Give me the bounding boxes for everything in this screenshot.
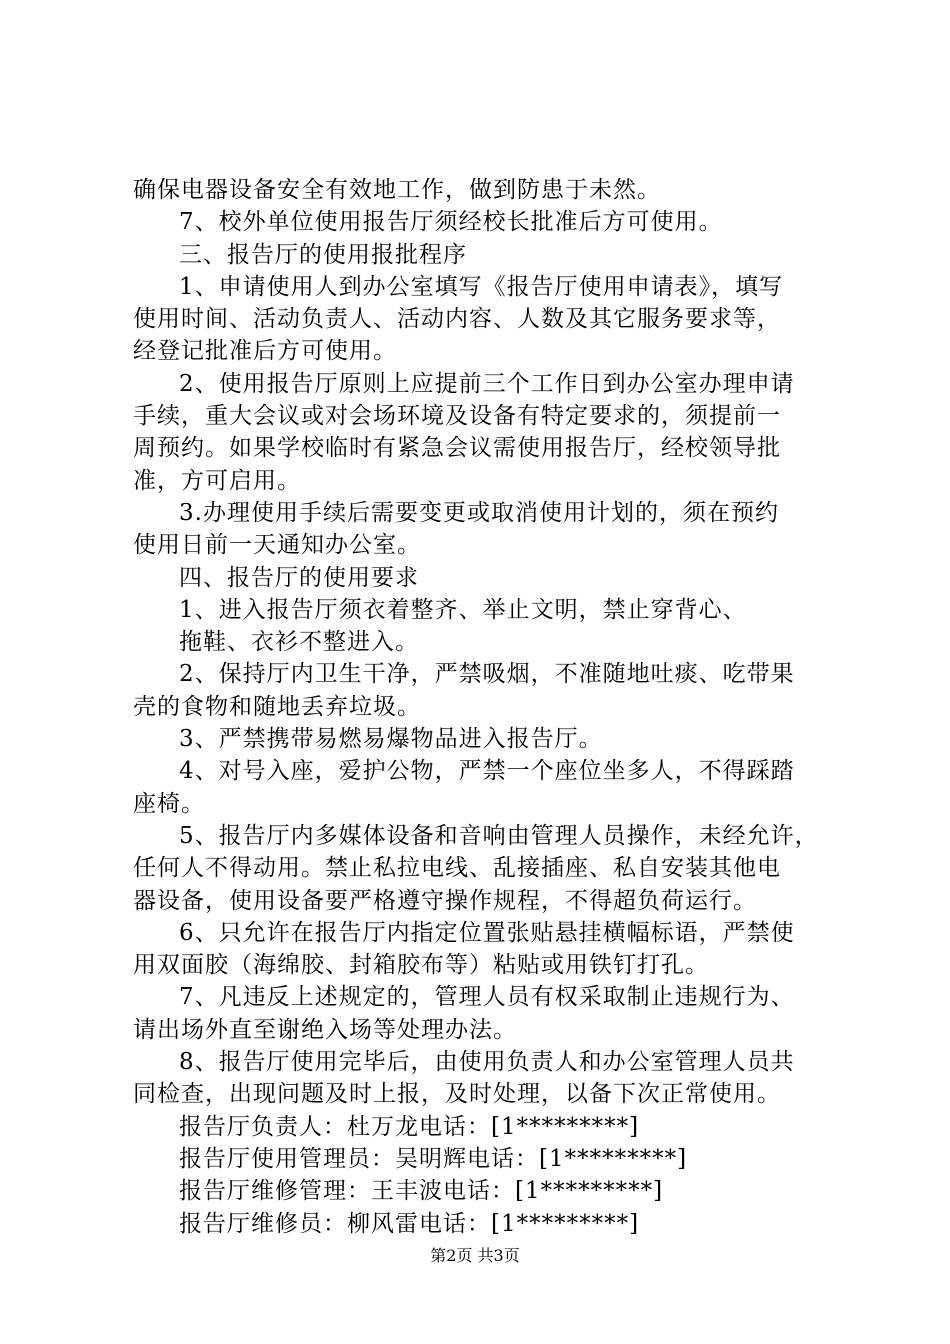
text-line: 2、使用报告厅原则上应提前三个工作日到办公室办理申请	[179, 370, 795, 397]
text-line: 7、凡违反上述规定的，管理人员有权采取制止违规行为、	[179, 984, 795, 1011]
text-line: 4、对号入座，爱护公物，严禁一个座位坐多人，不得踩踏	[179, 758, 795, 785]
text-line: 确保电器设备安全有效地工作，做到防患于未然。	[133, 177, 661, 203]
page-footer: 第2页 共3页	[430, 1246, 520, 1265]
text-line: 周预约。如果学校临时有紧急会议需使用报告厅，经校领导批	[133, 435, 781, 462]
text-line: 报告厅维修管理：王丰波电话：[1*********]	[179, 1178, 664, 1205]
text-line: 经登记批准后方可使用。	[133, 338, 397, 365]
text-line: 请出场外直至谢绝入场等处理办法。	[133, 1016, 517, 1043]
text-line: 四、报告厅的使用要求	[179, 564, 419, 591]
text-line: 器设备，使用设备要严格遵守操作规程，不得超负荷运行。	[133, 887, 757, 914]
text-line: 1、申请使用人到办公室填写《报告厅使用申请表》，填写	[179, 273, 784, 300]
text-line: 8、报告厅使用完毕后，由使用负责人和办公室管理人员共	[179, 1049, 795, 1076]
text-line: 5、报告厅内多媒体设备和音响由管理人员操作，未经允许，	[179, 822, 819, 849]
text-line: 7、校外单位使用报告厅须经校长批准后方可使用。	[179, 209, 723, 236]
text-line: 2、保持厅内卫生干净，严禁吸烟，不准随地吐痰、吃带果	[179, 661, 795, 688]
text-line: 6、只允许在报告厅内指定位置张贴悬挂横幅标语，严禁使	[179, 919, 795, 946]
text-line: 使用时间、活动负责人、活动内容、人数及其它服务要求等，	[133, 306, 781, 333]
text-line: 使用日前一天通知办公室。	[133, 532, 421, 559]
text-line: 1、进入报告厅须衣着整齐、举止文明，禁止穿背心、	[179, 596, 747, 623]
text-line: 手续，重大会议或对会场环境及设备有特定要求的，须提前一	[133, 403, 781, 430]
text-line: 座椅。	[133, 790, 205, 817]
text-line: 准，方可启用。	[133, 467, 301, 494]
text-line: 三、报告厅的使用报批程序	[179, 241, 467, 268]
text-line: 用双面胶（海绵胶、封箱胶布等）粘贴或用铁钉打孔。	[133, 952, 709, 979]
text-line: 3、严禁携带易燃易爆物品进入报告厅。	[179, 726, 603, 753]
text-line: 报告厅负责人：杜万龙电话：[1*********]	[179, 1113, 640, 1140]
text-line: 报告厅维修员：柳风雷电话：[1*********]	[179, 1210, 640, 1237]
text-line: 壳的食物和随地丢弃垃圾。	[133, 693, 421, 720]
text-line: 3.办理使用手续后需要变更或取消使用计划的，须在预约	[179, 499, 779, 526]
text-line: 报告厅使用管理员：吴明辉电话：[1*********]	[179, 1145, 688, 1172]
text-line: 同检查，出现问题及时上报，及时处理，以备下次正常使用。	[133, 1081, 781, 1108]
text-line: 拖鞋、衣衫不整进入。	[179, 629, 419, 656]
text-line: 任何人不得动用。禁止私拉电线、乱接插座、私自安装其他电	[133, 855, 781, 882]
document-body	[133, 174, 833, 1240]
